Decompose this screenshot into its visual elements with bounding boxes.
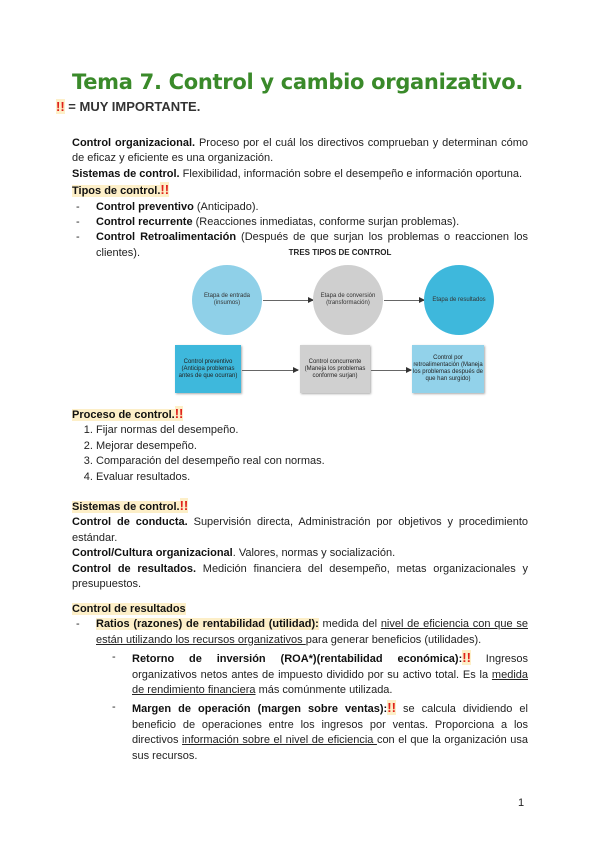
control-types-diagram <box>175 246 500 406</box>
definition: (Después de que surjan los problemas o reaccionen los clientes). <box>96 231 529 259</box>
definition: (Anticipado). <box>193 200 259 213</box>
proceso-section <box>72 406 528 485</box>
definition: con el que la organización usa sus recursos. <box>132 734 528 762</box>
underlined-text: medida de rendimiento financiera <box>132 668 528 697</box>
definition: medida del <box>318 618 381 631</box>
term: Control de conducta. <box>72 516 188 529</box>
resultados-heading <box>72 602 528 617</box>
definition: Proceso por el cuál los directivos comprueban y determinan cómo de eficaz y eficiente es una organización. <box>72 137 528 165</box>
term: Control/Cultura organizacional <box>72 547 233 560</box>
preventive-control-box: Control preventivo (Anticipa problemas antes de que ocurran) <box>175 345 241 393</box>
term: Control organizacional. <box>72 137 196 149</box>
list-item <box>72 617 528 764</box>
importance-mark: !! <box>160 182 170 198</box>
ratios-list <box>72 617 528 764</box>
resultados-section <box>72 602 528 764</box>
definition: Flexibilidad, información sobre el desempeño e información oportuna. <box>179 167 523 180</box>
term: Control Retroalimentación <box>96 231 237 244</box>
importance-mark: !! <box>387 700 396 716</box>
heading-text: Sistemas de control. <box>72 501 180 513</box>
heading-text: Tipos de control. <box>72 185 161 198</box>
proceso-heading <box>72 406 528 423</box>
paragraph <box>72 562 528 593</box>
importance-mark: !! <box>179 498 189 513</box>
list-item <box>108 650 528 698</box>
definition: (Reacciones inmediatas, conforme surjan problemas). <box>192 216 460 229</box>
importance-mark: !! <box>174 406 184 421</box>
page-number: 1 <box>518 797 525 809</box>
paragraph <box>72 546 528 561</box>
term: Control de resultados. <box>72 562 197 575</box>
stage-input-circle: Etapa de entrada (insumos) <box>192 265 262 335</box>
list-item: 2. Mejorar desempeño. <box>96 439 528 454</box>
diagram-title: TRES TIPOS DE CONTROL <box>288 248 392 257</box>
term: Sistemas de control. <box>72 167 180 180</box>
underlined-text: información sobre el nivel de eficiencia <box>182 734 377 747</box>
arrow-icon <box>242 370 298 371</box>
paragraph <box>72 515 528 546</box>
underlined-text: nivel de eficiencia con que se están utilizando los recursos organizativos <box>96 618 528 646</box>
importance-mark: !! <box>56 99 65 114</box>
intro-section <box>72 136 528 261</box>
tipos-heading <box>72 182 528 199</box>
intro-paragraph-2 <box>72 167 528 182</box>
definition: se calcula dividiendo el beneficio de operaciones entre los ingresos por ventas. Proporciona a los directivos <box>132 703 528 747</box>
definition: Supervisión directa, Administración por objetivos y procedimiento estándar. <box>72 516 529 544</box>
feedback-control-box: Control por retroalimentación (Maneja los problemas después de que han surgido) <box>412 345 484 393</box>
importance-mark: !! <box>462 650 471 666</box>
term: Control preventivo <box>96 200 194 213</box>
term: Control recurrente <box>96 216 193 229</box>
term: Ratios (razones) de rentabilidad (utilidad): <box>96 618 319 631</box>
definition: Medición financiera del desempeño, metas organizacionales y presupuestos. <box>72 562 528 591</box>
term: Retorno de inversión (ROA*)(rentabilidad económica): <box>132 653 463 666</box>
term: Margen de operación (margen sobre ventas): <box>132 703 388 716</box>
sistemas-section <box>72 498 528 592</box>
intro-paragraph-1 <box>72 136 528 167</box>
list-item <box>72 200 528 215</box>
ratios-sublist <box>108 650 528 764</box>
definition: Ingresos organizativos netos antes de impuesto dividido por su activo total. Es la <box>132 653 529 681</box>
list-item <box>72 215 528 230</box>
list-item: 4. Evaluar resultados. <box>96 470 528 485</box>
stage-results-circle: Etapa de resultados <box>424 265 494 335</box>
proceso-list <box>72 423 528 485</box>
arrow-icon <box>371 370 411 371</box>
importance-legend <box>56 99 200 114</box>
list-item: 3. Comparación del desempeño real con normas. <box>96 454 528 469</box>
stage-conversion-circle: Etapa de conversión (transformación) <box>313 265 383 335</box>
definition: . Valores, normas y socialización. <box>232 547 396 560</box>
heading-text: Proceso de control. <box>72 409 175 421</box>
legend-text: = MUY IMPORTANTE. <box>64 99 201 114</box>
list-item: 1. Fijar normas del desempeño. <box>96 423 528 438</box>
concurrent-control-box: Control concurrente (Maneja los problemas conforme surjan) <box>300 345 370 393</box>
definition: más comúnmente utilizada. <box>255 684 393 697</box>
page-title: Tema 7. Control y cambio organizativo. <box>72 70 524 94</box>
list-item <box>108 700 528 764</box>
arrow-icon <box>263 300 313 301</box>
definition: para generar beneficios (utilidades). <box>305 633 482 646</box>
sistemas-heading <box>72 498 528 515</box>
arrow-icon <box>384 300 424 301</box>
heading-text: Control de resultados <box>72 603 186 615</box>
